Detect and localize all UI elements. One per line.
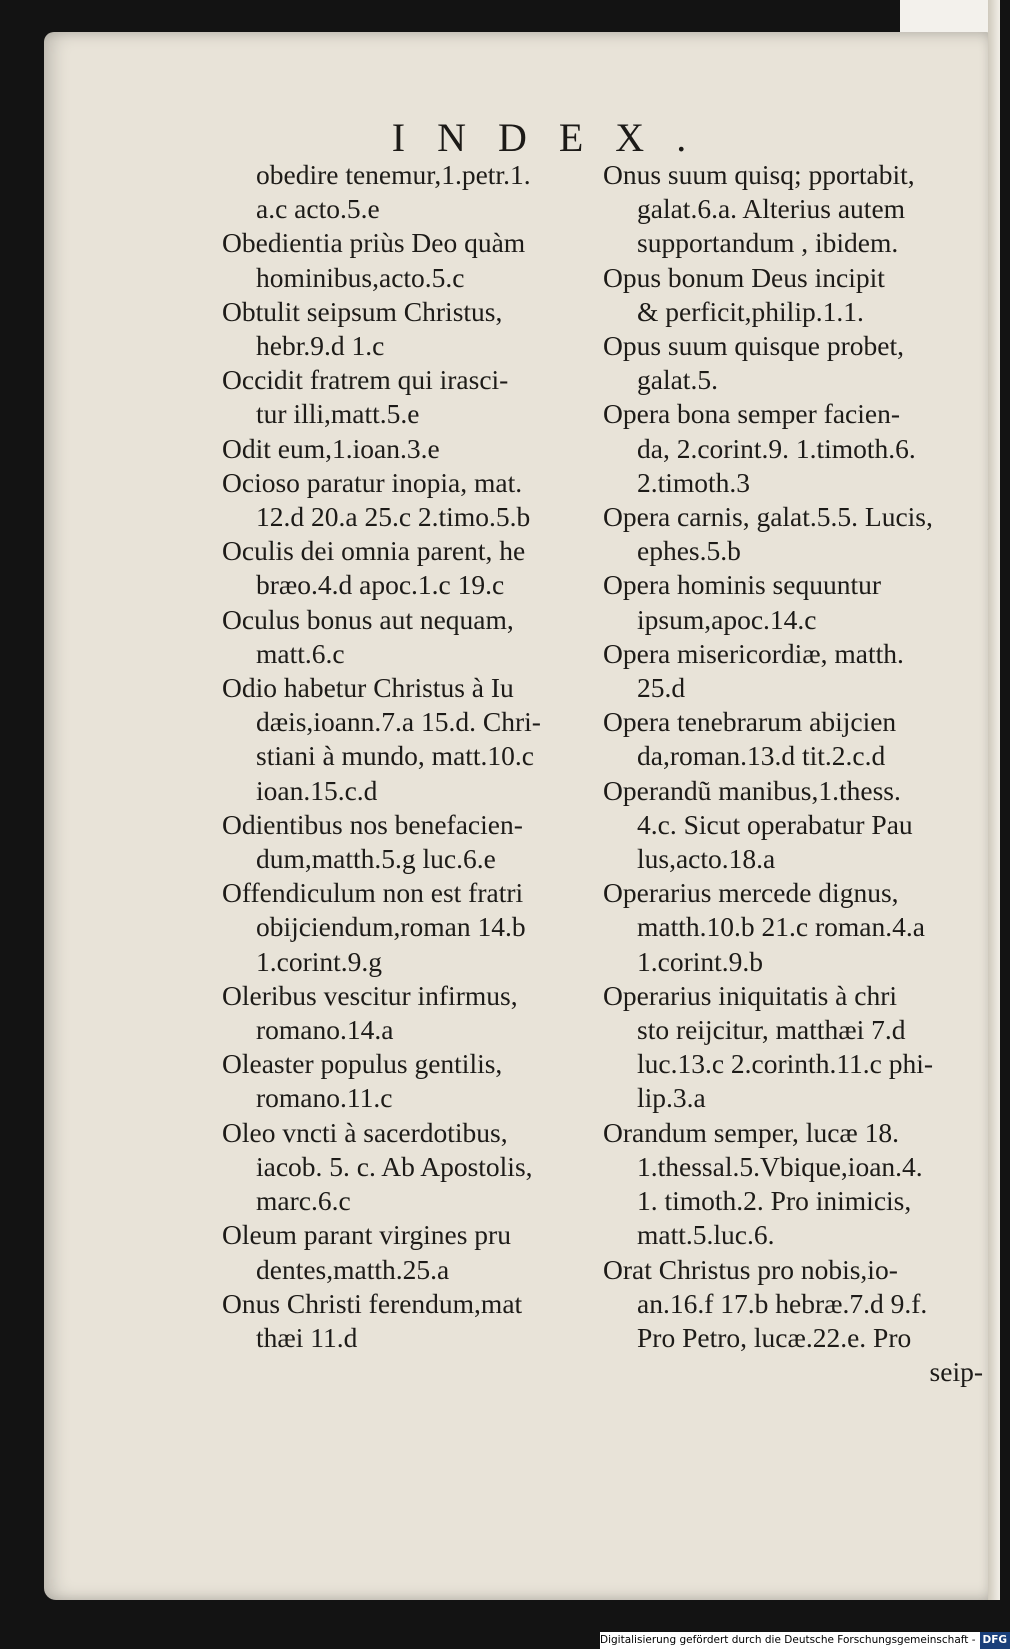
index-entry: Opera misericordiæ, matth. 25.d (603, 637, 904, 704)
index-entry: Obedientia priùs Deo quàm hominibus,acto.5.c (222, 227, 526, 293)
index-entry: Oleo vncti à sacerdotibus, iacob. 5. c. Ab Apostolis, marc.6.c (222, 1116, 533, 1217)
index-entry: Occidit fratrem qui irasci- tur illi,matt.5.e (222, 364, 509, 430)
running-head: INDEX. (391, 115, 719, 160)
index-entry: Offendiculum non est fratri obijciendum,roman 14.b 1.corint.9.g (222, 877, 526, 977)
index-entry: Operarius iniquitatis à chri sto reijcitur, matthæi 7.d luc.13.c 2.corinth.11.c phi- lip.3.a (603, 979, 934, 1114)
index-entry: Opera hominis sequuntur ipsum,apoc.14.c (603, 569, 882, 635)
index-entry: Ocioso paratur inopia, mat. 12.d 20.a 25.c 2.timo.5.b (222, 466, 531, 533)
index-entry: Oculis dei omnia parent, he bræo.4.d apoc.1.c 19.c (222, 535, 526, 601)
index-column-right (603, 158, 995, 1389)
index-entry: Opera tenebrarum abijcien da,roman.13.d tit.2.c.d (603, 706, 897, 772)
index-entry: Opus suum quisque probet, galat.5. (603, 330, 904, 396)
index-entry: Opera bona semper facien- da, 2.corint.9. 1.timoth.6. 2.timoth.3 (603, 398, 916, 498)
index-entry: Oculus bonus aut nequam, matt.6.c (222, 603, 514, 669)
digitization-credit (600, 1632, 1008, 1649)
index-entry: Onus suum quisq; pportabit, galat.6.a. Alterius autem supportandum , ibidem. (603, 159, 915, 259)
index-entry: Oleaster populus gentilis, romano.11.c (222, 1048, 503, 1114)
index-entry: Onus Christi ferendum,mat thæi 11.d (222, 1287, 523, 1353)
index-entry: Operarius mercede dignus, matth.10.b 21.c roman.4.a 1.corint.9.b (603, 877, 925, 977)
index-entry: Opus bonum Deus incipit & perficit,philip.1.1. (603, 261, 885, 327)
index-entry: Odio habetur Christus à Iu dæis,ioann.7.a 15.d. Chri- stiani à mundo, matt.10.c ioan.15.c.d (222, 672, 541, 806)
index-entry: Obtulit seipsum Christus, hebr.9.d 1.c (222, 295, 503, 362)
index-entry: Orandum semper, lucæ 18. 1.thessal.5.Vbique,ioan.4. 1. timoth.2. Pro inimicis, matt.5.luc.6. (603, 1116, 923, 1251)
catchword: seip- (929, 1356, 983, 1388)
index-entry: Oleum parant virgines pru dentes,matth.25.a (222, 1219, 511, 1285)
index-entry: Opera carnis, galat.5.5. Lucis, ephes.5.b (603, 501, 933, 567)
dfg-logo: DFG (980, 1632, 1010, 1649)
index-entry: Operandũ manibus,1.thess. 4.c. Sicut operabatur Pau lus,acto.18.a (603, 774, 913, 875)
index-entry: Odientibus nos benefacien- dum,matth.5.g luc.6.e (222, 808, 523, 875)
index-entry: Orat Christus pro nobis,io- an.16.f 17.b hebræ.7.d 9.f. Pro Petro, lucæ.22.e. Pro (603, 1253, 928, 1353)
index-entry: Odit eum,1.ioan.3.e (222, 432, 440, 464)
index-entry: Oleribus vescitur infirmus, romano.14.a (222, 979, 518, 1046)
index-column-left (222, 158, 600, 1355)
index-entry: obedire tenemur,1.petr.1. a.c acto.5.e (256, 159, 531, 225)
credit-text: Digitalisierung gefördert durch die Deutsche Forschungsgemeinschaft - (600, 1634, 976, 1646)
